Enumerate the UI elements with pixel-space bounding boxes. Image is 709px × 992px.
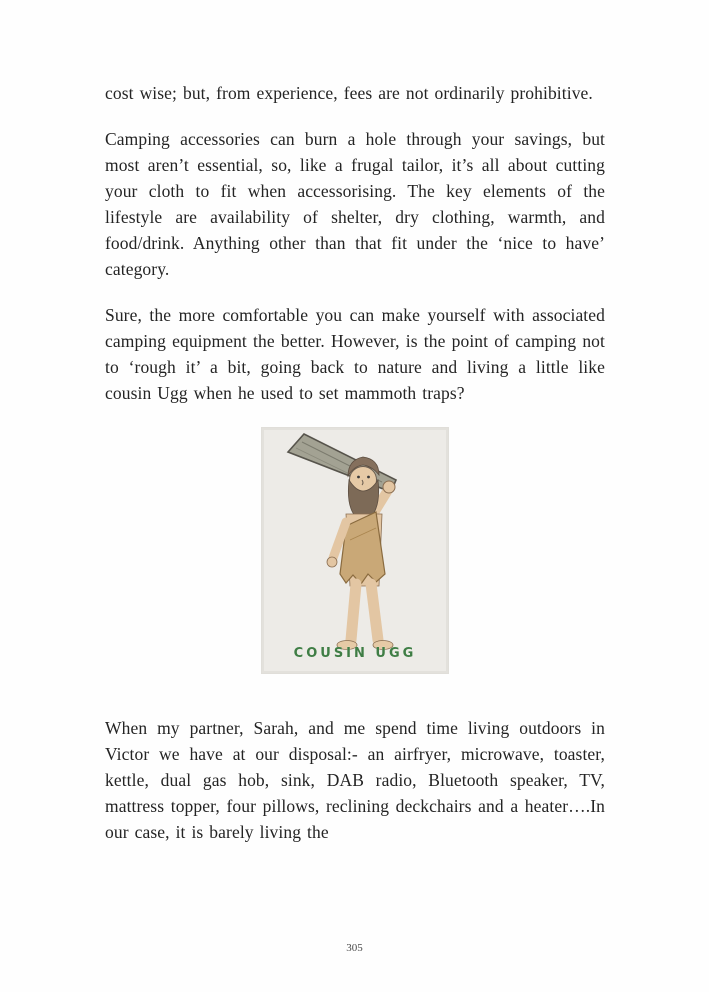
body-paragraph: Camping accessories can burn a hole through your savings, but most aren’t essential, so, like a frugal tailor, it’s all about cutting your cloth to fit when accessorising. The key elements of the lifestyle are availability of shelter, dry clothing, warmth, and food/drink. Anything other than that fit under the ‘nice to have’ category. (105, 129, 605, 279)
caveman-head (348, 457, 379, 521)
page-number: 305 (346, 942, 363, 954)
body-paragraph: cost wise; but, from experience, fees are not ordinarily prohibitive. (105, 83, 593, 103)
illustration-caption: COUSIN UGG (293, 646, 417, 661)
body-paragraph: When my partner, Sarah, and me spend time living outdoors in Victor we have at our disposal:- an airfryer, microwave, toaster, kettle, dual gas hob, sink, DAB radio, Bluetooth speaker, TV, mattress topper, four pillows, reclining deckchairs and a heater….In our case, it is barely living the (105, 718, 605, 842)
caveman-drawing (262, 428, 448, 673)
body-paragraph: Sure, the more comfortable you can make yourself with associated camping equipment the better. However, is the point of camping not to ‘rough it’ a bit, going back to nature and living a little like cousin Ugg when he used to set mammoth traps? (105, 305, 605, 403)
page-body-text (105, 80, 605, 845)
cousin-ugg-illustration (262, 428, 448, 673)
